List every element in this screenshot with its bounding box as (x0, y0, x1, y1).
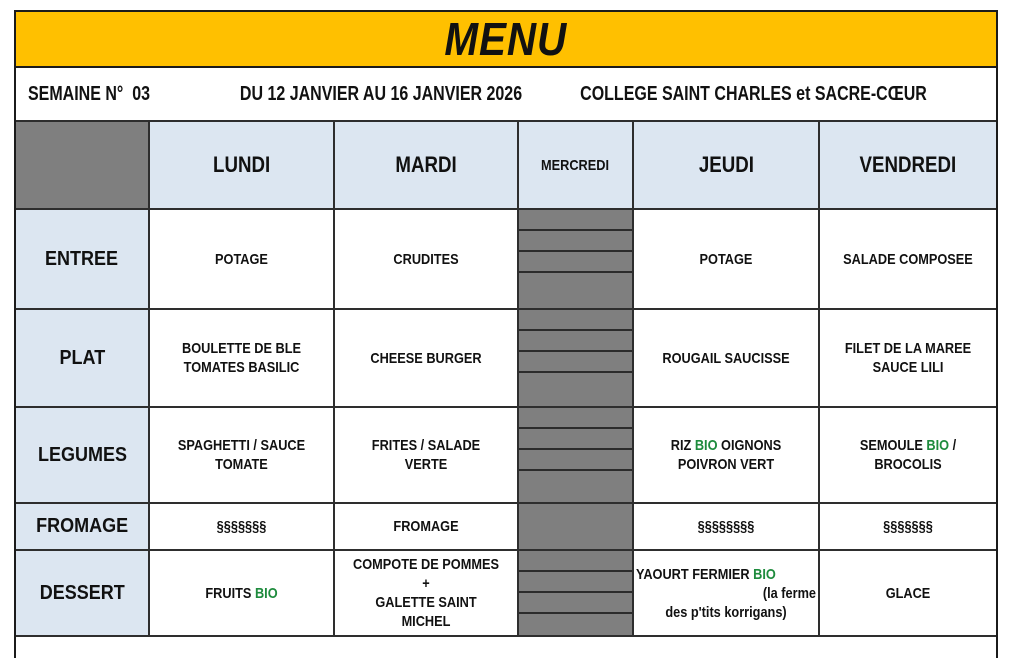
row-label-legumes: LEGUMES (16, 408, 150, 504)
menu-cell-entree-mardi: CRUDITES (335, 210, 519, 310)
menu-cell-entree-vendredi: SALADE COMPOSEE (820, 210, 996, 310)
day-header-lundi: LUNDI (150, 122, 335, 210)
menu-cell-entree-lundi: POTAGE (150, 210, 335, 310)
day-header-mardi: MARDI (335, 122, 519, 210)
menu-cell-fromage-jeudi: §§§§§§§§ (634, 504, 820, 551)
menu-cell-entree-jeudi: POTAGE (634, 210, 820, 310)
row-label-entree: ENTREE (16, 210, 150, 310)
menu-cell-plat-jeudi: ROUGAIL SAUCISSE (634, 310, 820, 408)
menu-cell-legumes-jeudi: RIZ BIO OIGNONS POIVRON VERT (634, 408, 820, 504)
menu-cell-dessert-jeudi: YAOURT FERMIER BIO (la ferme des p'tits korrigans) (634, 551, 820, 637)
mercredi-closed-cell (519, 310, 634, 408)
menu-title: MENU (444, 13, 568, 65)
info-band (16, 68, 996, 122)
row-label-dessert: DESSERT (16, 551, 150, 637)
day-header-jeudi: JEUDI (634, 122, 820, 210)
mercredi-closed-cell (519, 504, 634, 551)
menu-cell-fromage-mardi: FROMAGE (335, 504, 519, 551)
empty-row (16, 637, 996, 658)
menu-table (14, 10, 998, 658)
menu-cell-dessert-lundi: FRUITS BIO (150, 551, 335, 637)
date-range-label: DU 12 JANVIER AU 16 JANVIER 2026 (239, 82, 523, 105)
menu-cell-dessert-mardi: COMPOTE DE POMMES + GALETTE SAINT MICHEL (335, 551, 519, 637)
school-label: COLLEGE SAINT CHARLES et SACRE-CŒUR (580, 82, 927, 105)
menu-cell-fromage-lundi: §§§§§§§ (150, 504, 335, 551)
mercredi-closed-cell (519, 210, 634, 310)
week-label: SEMAINE N° 03 (28, 82, 150, 105)
menu-cell-dessert-vendredi: GLACE (820, 551, 996, 637)
row-label-fromage: FROMAGE (16, 504, 150, 551)
day-header-vendredi: VENDREDI (820, 122, 996, 210)
row-label-plat: PLAT (16, 310, 150, 408)
corner-cell (16, 122, 150, 210)
menu-title-band (16, 12, 996, 68)
menu-cell-legumes-vendredi: SEMOULE BIO / BROCOLIS (820, 408, 996, 504)
mercredi-closed-cell (519, 551, 634, 637)
menu-cell-plat-lundi: BOULETTE DE BLE TOMATES BASILIC (150, 310, 335, 408)
mercredi-closed-cell (519, 408, 634, 504)
day-header-mercredi: MERCREDI (519, 122, 634, 210)
menu-cell-plat-vendredi: FILET DE LA MAREE SAUCE LILI (820, 310, 996, 408)
menu-cell-fromage-vendredi: §§§§§§§ (820, 504, 996, 551)
menu-cell-legumes-lundi: SPAGHETTI / SAUCE TOMATE (150, 408, 335, 504)
menu-cell-plat-mardi: CHEESE BURGER (335, 310, 519, 408)
menu-cell-legumes-mardi: FRITES / SALADE VERTE (335, 408, 519, 504)
